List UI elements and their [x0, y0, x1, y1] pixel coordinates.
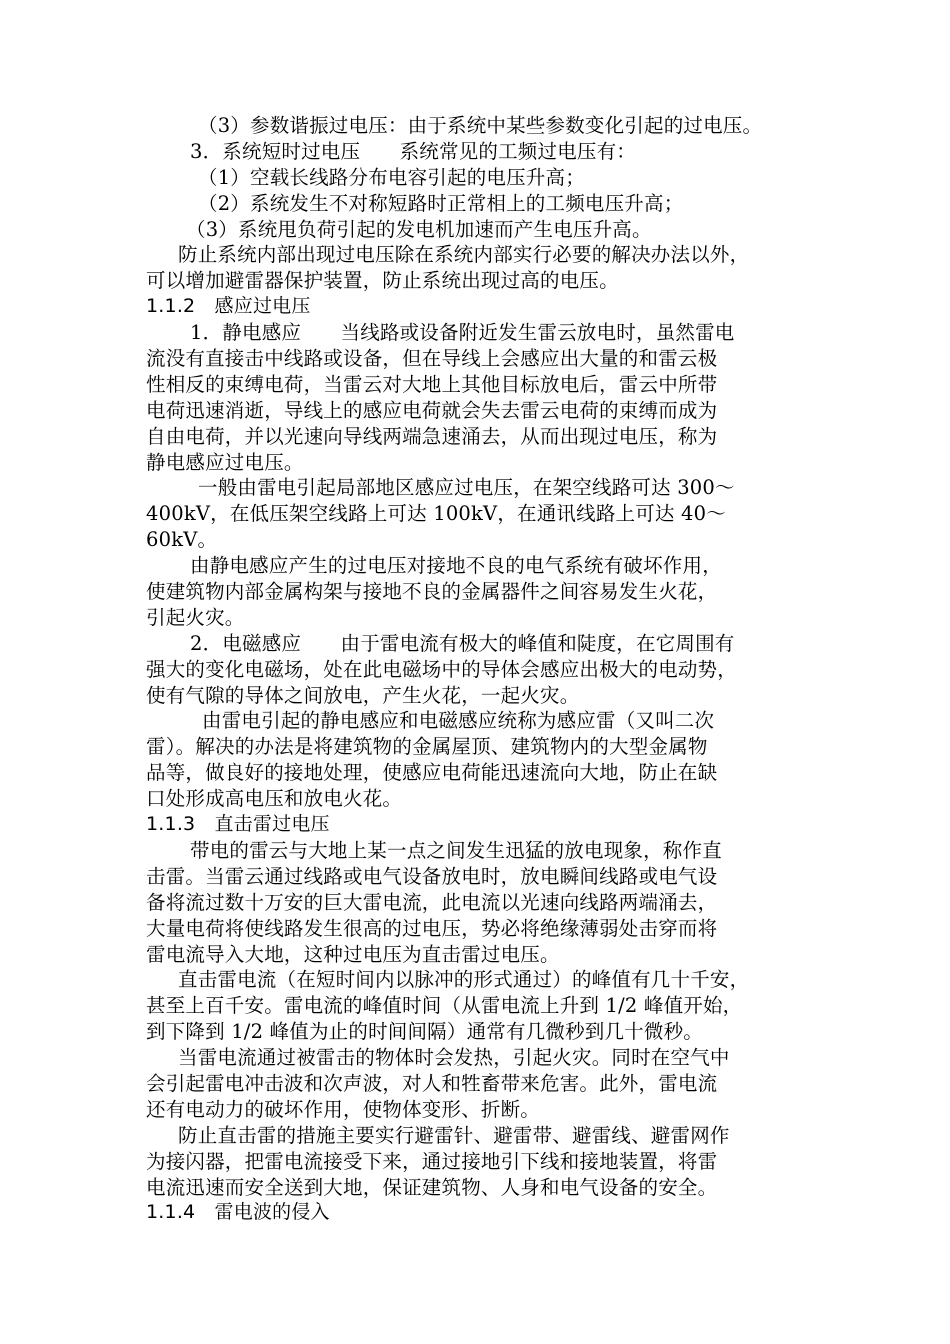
- paragraph-line: 强大的变化电磁场，处在此电磁场中的导体会感应出极大的电动势，: [146, 657, 738, 681]
- list-heading: 3．系统短时过电压 系统常见的工频过电压有：: [190, 139, 637, 163]
- paragraph-line: 使有气隙的导体之间放电，产生火花，一起火灾。: [146, 683, 580, 707]
- paragraph-line: 流没有直接击中线路或设备，但在导线上会感应出大量的和雷云极: [146, 347, 718, 371]
- paragraph-line: 静电感应过电压。: [146, 450, 304, 474]
- paragraph-line: 雷）。解决的办法是将建筑物的金属屋顶、建筑物内的大型金属物: [146, 735, 708, 759]
- paragraph-line: 400kV，在低压架空线路上可达 100kV，在通讯线路上可达 40～: [146, 502, 726, 526]
- paragraph-line: 一般由雷电引起局部地区感应过电压，在架空线路可达 300～: [198, 476, 735, 500]
- paragraph-line: 带电的雷云与大地上某一点之间发生迅猛的放电现象，称作直: [190, 838, 722, 862]
- paragraph-line: 直击雷电流（在短时间内以脉冲的形式通过）的峰值有几十千安，: [178, 968, 750, 992]
- paragraph-line: 会引起雷电冲击波和次声波，对人和牲畜带来危害。此外，雷电流: [146, 1071, 718, 1095]
- paragraph-line: 雷电流导入大地，这种过电压为直击雷过电压。: [146, 942, 560, 966]
- paragraph-line: 为接闪器，把雷电流接受下来，通过接地引下线和接地装置，将雷: [146, 1149, 718, 1173]
- paragraph-line: 电荷迅速消逝，导线上的感应电荷就会失去雷云电荷的束缚而成为: [146, 398, 718, 422]
- paragraph-line: 防止直击雷的措施主要实行避雷针、避雷带、避雷线、避雷网作: [178, 1123, 730, 1147]
- paragraph-line: 防止系统内部出现过电压除在系统内部实行必要的解决办法以外，: [178, 243, 750, 267]
- paragraph-line: 大量电荷将使线路发生很高的过电压，势必将绝缘薄弱处击穿而将: [146, 916, 718, 940]
- paragraph-line: 60kV。: [146, 528, 218, 552]
- paragraph-line: 甚至上百千安。雷电流的峰值时间（从雷电流上升到 1/2 峰值开始，: [146, 994, 743, 1018]
- paragraph-line: 由静电感应产生的过电压对接地不良的电气系统有破坏作用，: [190, 554, 722, 578]
- section-heading: 1.1.4 雷电波的侵入: [146, 1201, 330, 1224]
- paragraph-line: 品等，做良好的接地处理，使感应电荷能迅速流向大地，防止在缺: [146, 761, 718, 785]
- paragraph-line: 还有电动力的破坏作用，使物体变形、折断。: [146, 1097, 541, 1121]
- paragraph-line: 1．静电感应 当线路或设备附近发生雷云放电时，虽然雷电: [190, 321, 735, 345]
- paragraph-line: 引起火灾。: [146, 605, 245, 629]
- list-item: （2）系统发生不对称短路时正常相上的工频电压升高；: [198, 191, 684, 215]
- paragraph-line: 性相反的束缚电荷，当雷云对大地上其他目标放电后，雷云中所带: [146, 372, 718, 396]
- text-line: （3）参数谐振过电压：由于系统中某些参数变化引起的过电压。: [198, 114, 763, 137]
- list-item: （1）空载长线路分布电容引起的电压升高；: [198, 165, 585, 189]
- paragraph-line: 自由电荷，并以光速向导线两端急速涌去，从而出现过电压，称为: [146, 424, 718, 448]
- paragraph-line: 由雷电引起的静电感应和电磁感应统称为感应雷（又叫二次: [202, 709, 715, 733]
- paragraph-line: 当雷电流通过被雷击的物体时会发热，引起火灾。同时在空气中: [178, 1046, 730, 1070]
- paragraph-line: 可以增加避雷器保护装置，防止系统出现过高的电压。: [146, 269, 619, 293]
- paragraph-line: 使建筑物内部金属构架与接地不良的金属器件之间容易发生火花，: [146, 580, 718, 604]
- paragraph-line: 2．电磁感应 由于雷电流有极大的峰值和陡度，在它周围有: [190, 631, 735, 655]
- document-page: [146, 113, 826, 1226]
- paragraph-line: 备将流过数十万安的巨大雷电流，此电流以光速向线路两端涌去，: [146, 890, 718, 914]
- section-heading: 1.1.3 直击雷过电压: [146, 813, 330, 836]
- paragraph-line: 电流迅速而安全送到大地，保证建筑物、人身和电气设备的安全。: [146, 1175, 718, 1199]
- paragraph-line: 到下降到 1/2 峰值为止的时间间隔）通常有几微秒到几十微秒。: [146, 1020, 703, 1044]
- paragraph-line: 口处形成高电压和放电火花。: [146, 787, 403, 811]
- section-heading: 1.1.2 感应过电压: [146, 295, 311, 318]
- paragraph-line: 击雷。当雷云通过线路或电气设备放电时，放电瞬间线路或电气设: [146, 864, 718, 888]
- list-item: （3）系统甩负荷引起的发电机加速而产生电压升高。: [186, 217, 652, 241]
